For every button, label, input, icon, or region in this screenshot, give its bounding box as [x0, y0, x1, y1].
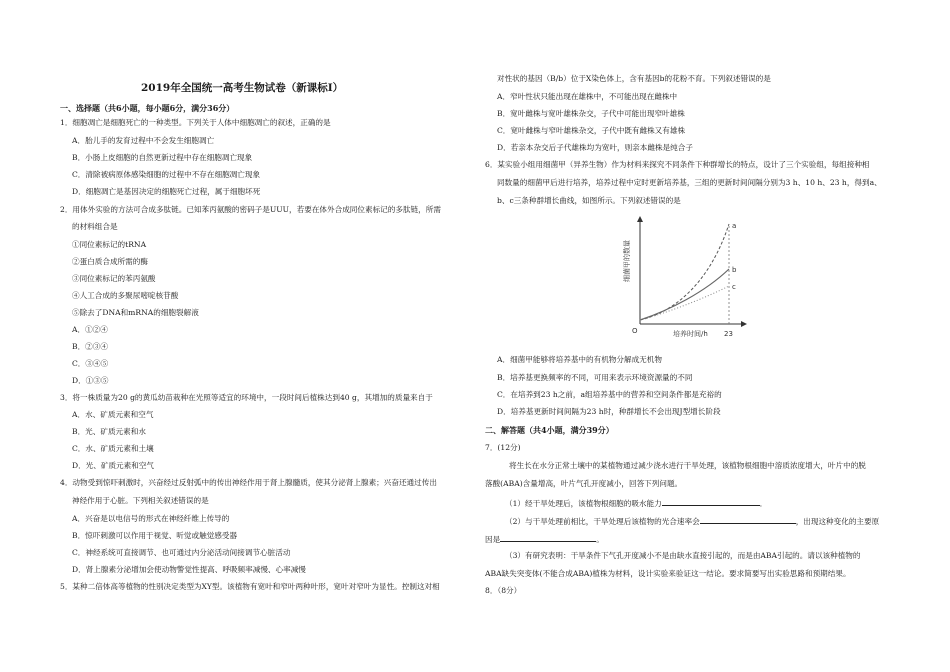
- q7-sub1-end: ．: [759, 499, 768, 508]
- q2-option-c: C．③④⑤: [72, 359, 109, 368]
- curve-b: [640, 269, 729, 320]
- tick-23-label: 23: [724, 330, 733, 338]
- q3-stem: 3．将一株质量为20 g的黄瓜幼苗栽种在光照等适宜的环境中，一段时间后植株达到40 g，其增加的质量来自于: [60, 393, 433, 402]
- q4-stem-line1: 4．动物受到惊吓刺激时，兴奋经过反射弧中的传出神经作用于肾上腺髓质，使其分泌肾上腺素；兴奋还通过传出: [60, 478, 437, 487]
- q7-sub2-text: （2）与干旱处理前相比，干旱处理后该植物的光合速率会: [505, 517, 700, 526]
- curve-b-label: b: [732, 266, 737, 274]
- section-answer-heading: 二、解答题（共4小题，满分39分）: [485, 425, 614, 435]
- q5-option-a: A．窄叶性状只能出现在雄株中，不可能出现在雌株中: [497, 92, 678, 101]
- q6-stem-line3: b、c三条种群增长曲线，如图所示。下列叙述错误的是: [497, 196, 681, 205]
- y-axis-label: 细菌甲的数量: [623, 240, 631, 282]
- q8-heading: 8．（8分）: [485, 586, 522, 595]
- q5-option-d: D．若亲本杂交后子代雄株均为宽叶，则亲本雌株是纯合子: [497, 143, 693, 152]
- q7-heading: 7．(12分): [485, 443, 521, 452]
- q7-sub3-line1: （3）有研究表明：干旱条件下气孔开度减小不是由缺水直接引起的，而是由ABA引起的。请以该种植物的: [505, 551, 861, 560]
- q7-sub2-cont: [485, 533, 604, 545]
- q4-option-b: B．惊吓刺激可以作用于视觉、听觉或触觉感受器: [72, 531, 238, 540]
- curve-c-label: c: [732, 283, 736, 291]
- y-axis-arrow: [637, 216, 643, 222]
- q2-item-2: ②蛋白质合成所需的酶: [72, 257, 148, 266]
- q7-sub2-reason-blank[interactable]: [500, 533, 596, 542]
- q1-stem: 1．细胞凋亡是细胞死亡的一种类型。下列关于人体中细胞凋亡的叙述，正确的是: [60, 118, 331, 127]
- q2-option-d: D．①③⑤: [72, 376, 109, 385]
- q6-option-b: B．培养基更换频率的不同，可用来表示环境资源量的不同: [497, 373, 693, 382]
- q6-option-a: A．细菌甲能够将培养基中的有机物分解成无机物: [497, 355, 662, 364]
- q3-option-c: C．水、矿质元素和土壤: [72, 444, 154, 453]
- q7-sub2-reason-text: 因是: [485, 535, 501, 544]
- q6-stem-line1: 6．某实验小组用细菌甲（异养生物）作为材料来探究不同条件下种群增长的特点，设计了三个实验组，每组接种相: [485, 160, 870, 169]
- q6-option-c: C．在培养到23 h之前，a组培养基中的营养和空间条件都是充裕的: [497, 390, 722, 399]
- q7-sub2-blank[interactable]: [700, 515, 796, 524]
- q4-stem-line2: 神经作用于心脏。下列相关叙述错误的是: [72, 496, 209, 505]
- q1-option-b: B．小肠上皮细胞的自然更新过程中存在细胞凋亡现象: [72, 153, 253, 162]
- q6-option-d: D．培养基更新时间间隔为23 h时，种群增长不会出现J型增长阶段: [497, 407, 721, 416]
- q4-option-a: A．兴奋是以电信号的形式在神经纤维上传导的: [72, 514, 230, 523]
- q1-option-d: D．细胞凋亡是基因决定的细胞死亡过程，属于细胞坏死: [72, 187, 261, 196]
- q7-sub1: [505, 497, 767, 509]
- growth-curve-figure: [615, 212, 755, 342]
- q1-option-c: C．清除被病原体感染细胞的过程中不存在细胞凋亡现象: [72, 170, 261, 179]
- q5-stem-line1: 5．某种二倍体高等植物的性别决定类型为XY型。该植物有宽叶和窄叶两种叶形，宽叶对窄叶为显性。控制这对相: [60, 582, 440, 591]
- origin-label: O: [632, 327, 638, 335]
- q2-option-a: A．①②④: [72, 325, 108, 334]
- q6-stem-line2: 同数量的细菌甲后进行培养，培养过程中定时更新培养基，三组的更新时间间隔分别为3 h、10 h、23 h，得到a、: [497, 178, 882, 187]
- q7-sub2-reason-end: 。: [596, 535, 604, 544]
- q7-sub1-blank[interactable]: [662, 497, 760, 506]
- q5-stem-line2: 对性状的基因（B/b）位于X染色体上，含有基因b的花粉不育。下列叙述错误的是: [497, 74, 771, 83]
- q2-item-1: ①同位素标记的tRNA: [72, 240, 147, 249]
- x-axis-label: 培养时间/h: [673, 330, 708, 338]
- x-axis-arrow: [741, 321, 747, 327]
- q5-option-c: C．宽叶雌株与窄叶雄株杂交，子代中既有雌株又有雄株: [497, 126, 686, 135]
- q4-option-c: C．神经系统可直接调节、也可通过内分泌活动间接调节心脏活动: [72, 548, 291, 557]
- q4-option-d: D．肾上腺素分泌增加会使动物警觉性提高、呼吸频率减慢、心率减慢: [72, 565, 306, 574]
- q7-sub2: [505, 515, 879, 527]
- q2-stem-line2: 的材料组合是: [72, 222, 118, 231]
- section-choice-heading: 一、选择题（共6小题，每小题6分，满分36分）: [60, 103, 235, 113]
- q3-option-a: A．水、矿质元素和空气: [72, 410, 154, 419]
- q7-para-line2: 落酸(ABA)含量增高，叶片气孔开度减小，回答下列问题。: [485, 479, 683, 488]
- q5-option-b: B．宽叶雌株与宽叶雄株杂交，子代中可能出现窄叶雄株: [497, 109, 685, 118]
- q2-item-4: ④人工合成的多聚尿嘧啶核苷酸: [72, 291, 179, 300]
- q2-item-5: ⑤除去了DNA和mRNA的细胞裂解液: [72, 308, 199, 317]
- q7-sub1-text: （1）经干旱处理后，该植物根细胞的吸水能力: [505, 499, 662, 508]
- q3-option-b: B．光、矿质元素和水: [72, 427, 146, 436]
- q3-option-d: D．光、矿质元素和空气: [72, 461, 155, 470]
- curve-a-label: a: [732, 222, 737, 230]
- q7-sub2-text2: ，出现这种变化的主要原: [795, 517, 880, 526]
- q7-para-line1: 将生长在水分正常土壤中的某植物通过减少浇水进行干旱处理，该植物根细胞中溶质浓度增大，叶片中的脱: [509, 461, 866, 470]
- q2-stem-line1: 2．用体外实验的方法可合成多肽链。已知苯丙氨酸的密码子是UUU，若要在体外合成同位素标记的多肽链，所需: [60, 205, 441, 214]
- q2-item-3: ③同位素标记的苯丙氨酸: [72, 274, 156, 283]
- q7-sub3-line2: ABA缺失突变体(不能合成ABA)植株为材料，设计实验来验证这一结论。要求简要写出实验思路和预期结果。: [485, 569, 851, 578]
- q2-option-b: B．②③④: [72, 342, 108, 351]
- curve-a: [640, 224, 729, 320]
- q1-option-a: A．胎儿手的发育过程中不会发生细胞凋亡: [72, 136, 215, 145]
- page-title: 2019年全国统一高考生物试卷（新课标Ⅰ）: [141, 82, 344, 94]
